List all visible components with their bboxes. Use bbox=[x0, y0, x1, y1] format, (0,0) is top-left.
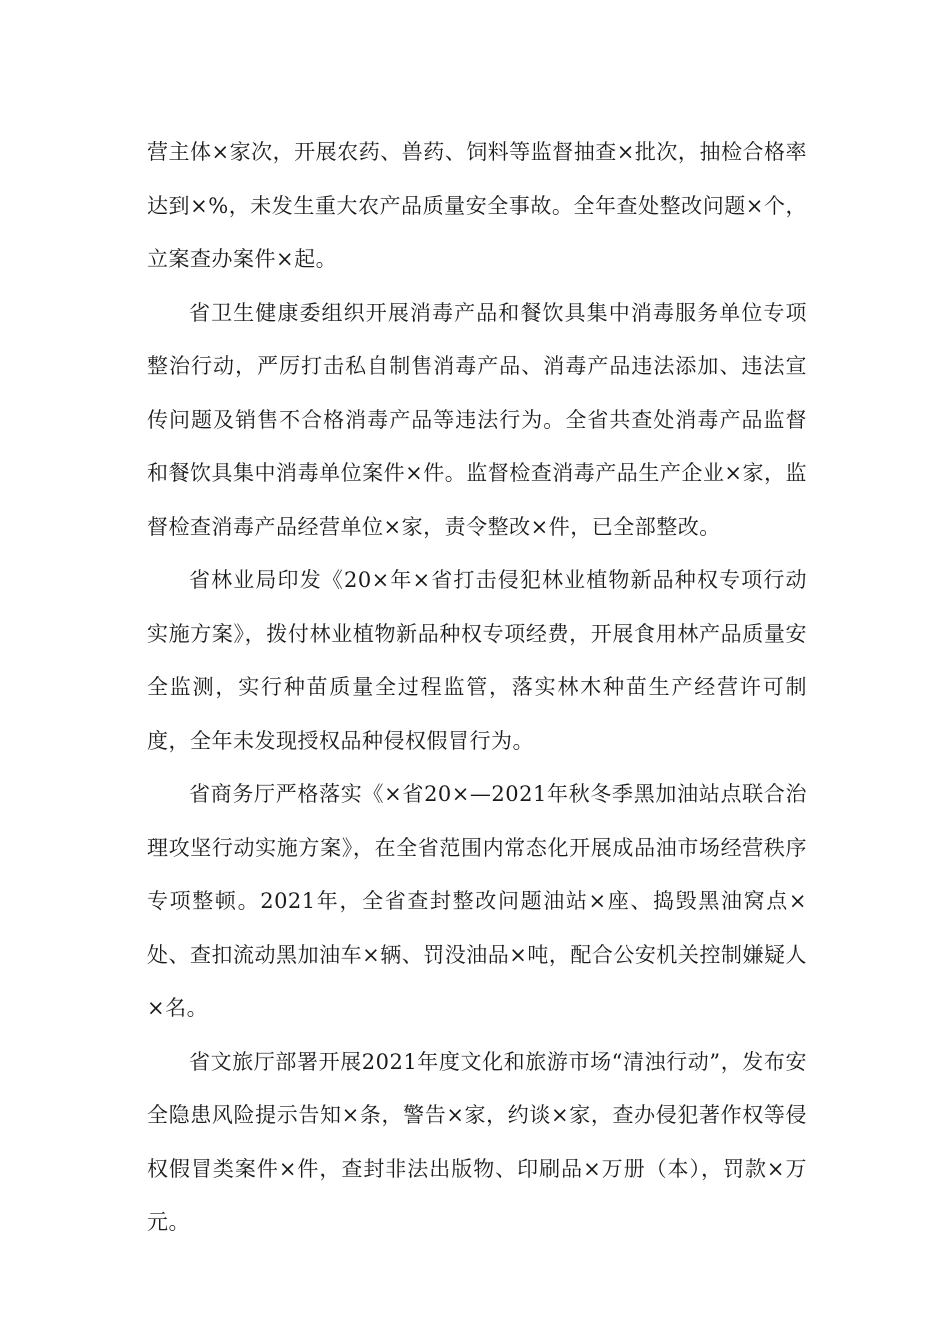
document-body bbox=[147, 126, 807, 1250]
paragraph-1: 营主体×家次，开展农药、兽药、饲料等监督抽查×批次，抽检合格率达到×%，未发生重大农产品质量安全事故。全年查处整改问题×个，立案查办案件×起。 bbox=[147, 140, 807, 271]
paragraph-3: 省林业局印发《20×年×省打击侵犯林业植物新品种权专项行动实施方案》，拨付林业植物新品种权专项经费，开展食用林产品质量安全监测，实行种苗质量全过程监管，落实林木种苗生产经营许可制度，全年未发现授权品种侵权假冒行为。 bbox=[147, 568, 807, 753]
paragraph-5: 省文旅厅部署开展2021年度文化和旅游市场“清浊行动”，发布安全隐患风险提示告知×条，警告×家，约谈×家，查办侵犯著作权等侵权假冒类案件×件，查封非法出版物、印刷品×万册（本），罚款×万元。 bbox=[147, 1049, 807, 1234]
paragraph-2: 省卫生健康委组织开展消毒产品和餐饮具集中消毒服务单位专项整治行动，严厉打击私自制售消毒产品、消毒产品违法添加、违法宣传问题及销售不合格消毒产品等违法行为。全省共查处消毒产品监督和餐饮具集中消毒单位案件×件。监督检查消毒产品生产企业×家，监督检查消毒产品经营单位×家，责令整改×件，已全部整改。 bbox=[147, 300, 807, 539]
paragraph-4: 省商务厅严格落实《×省20×—2021年秋冬季黑加油站点联合治理攻坚行动实施方案》，在全省范围内常态化开展成品油市场经营秩序专项整顿。2021年，全省查封整改问题油站×座、捣毁黑油窝点×处、查扣流动黑加油车×辆、罚没油品×吨，配合公安机关控制嫌疑人×名。 bbox=[147, 782, 807, 1020]
